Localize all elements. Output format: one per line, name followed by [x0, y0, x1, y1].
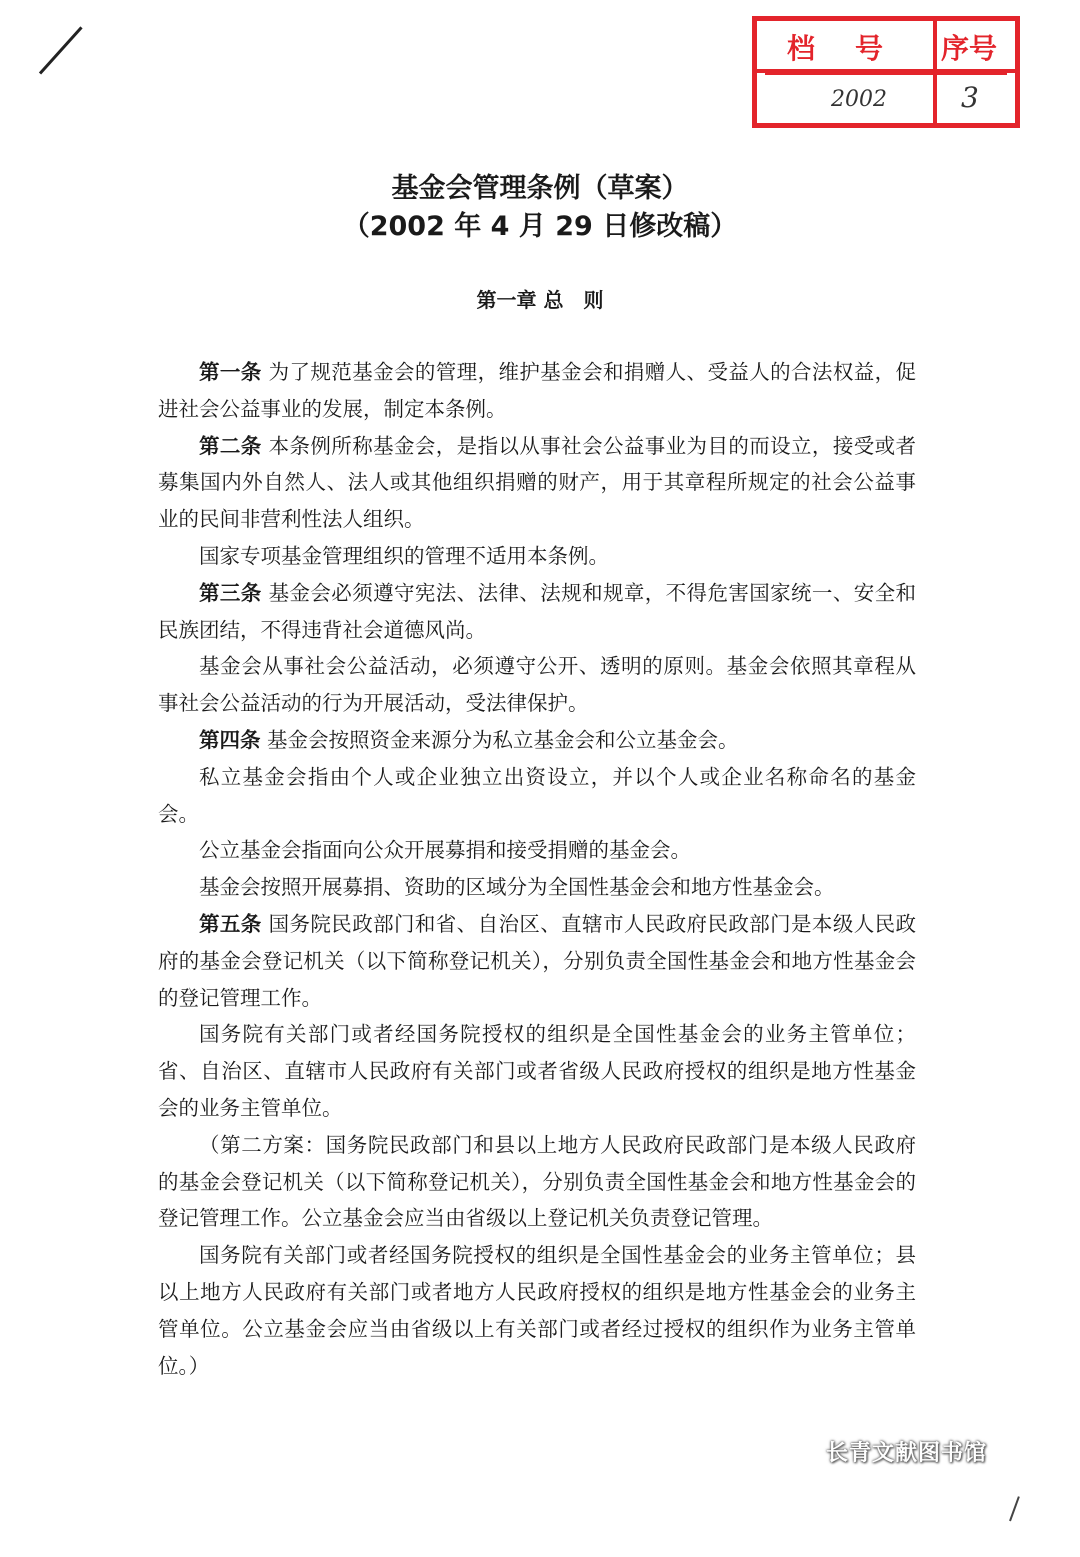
article-number: 第四条 [199, 727, 261, 752]
paragraph-text: 国务院民政部门和省、自治区、直辖市人民政府民政部门是本级人民政府的基金会登记机关（以下简称登记机关），分别负责全国性基金会和地方性基金会的登记管理工作。 [158, 911, 917, 1010]
article-number: 第二条 [199, 433, 262, 458]
paragraph [158, 759, 916, 833]
document-title: 基金会管理条例（草案） [391, 173, 689, 204]
paragraph-text: 为了规范基金会的管理，维护基金会和捐赠人、受益人的合法权益，促进社会公益事业的发展，制定本条例。 [158, 360, 917, 421]
stamp-label-serial-number: 序号 [941, 32, 998, 65]
handwritten-tick-mark [1009, 1496, 1020, 1521]
paragraph [158, 869, 916, 906]
paragraph-text: 基金会按照资金来源分为私立基金会和公立基金会。 [260, 727, 739, 752]
stamp-label-file-number: 档号 [787, 32, 924, 65]
paragraph [158, 1016, 916, 1126]
paragraph [158, 722, 916, 759]
paragraph-text: （第二方案：国务院民政部门和县以上地方人民政府民政部门是本级人民政府的基金会登记机关（以下简称登记机关），分别负责全国性基金会和地方性基金会的登记管理工作。公立基金会应当由省级以上登记机关负责登记管理。 [158, 1132, 916, 1231]
paragraph-text: 国家专项基金管理组织的管理不适用本条例。 [199, 543, 609, 568]
paragraph [158, 428, 916, 538]
document-body [158, 354, 916, 1384]
article-number: 第五条 [199, 911, 262, 936]
paragraph-text: 基金会必须遵守宪法、法律、法规和规章，不得危害国家统一、安全和民族团结，不得违背社会道德风尚。 [158, 580, 917, 642]
paragraph [158, 575, 916, 649]
paragraph [158, 648, 916, 722]
paragraph-text: 国务院有关部门或者经国务院授权的组织是全国性基金会的业务主管单位；省、自治区、直辖市人民政府有关部门或者省级人民政府授权的组织是地方性基金会的业务主管单位。 [158, 1022, 916, 1120]
paragraph-text: 基金会按照开展募捐、资助的区域分为全国性基金会和地方性基金会。 [199, 875, 835, 900]
stamp-file-number-value: 2002 [831, 87, 887, 112]
chapter-heading: 第一章 总 则 [476, 288, 604, 312]
paragraph-text: 本条例所称基金会，是指以从事社会公益事业为目的而设立，接受或者募集国内外自然人、法人或其他组织捐赠的财产，用于其章程所规定的社会公益事业的民间非营利性法人组织。 [158, 433, 917, 532]
paragraph-text: 基金会从事社会公益活动，必须遵守公开、透明的原则。基金会依照其章程从事社会公益活动的行为开展活动，受法律保护。 [158, 654, 916, 716]
watermark-text: 长青文献图书馆 [826, 1441, 988, 1466]
paragraph-text: 私立基金会指由个人或企业独立出资设立，并以个人或企业名称命名的基金会。 [158, 764, 916, 826]
article-number: 第三条 [199, 580, 262, 605]
paragraph [158, 832, 916, 869]
paragraph [158, 1237, 916, 1384]
document-subtitle: （2002 年 4 月 29 日修改稿） [342, 211, 738, 242]
paragraph [158, 906, 916, 1016]
stamp-serial-number-value: 3 [961, 81, 979, 114]
paragraph [158, 1127, 916, 1237]
paragraph [158, 538, 916, 575]
handwritten-slash-mark [39, 26, 83, 74]
article-number: 第一条 [199, 360, 262, 384]
paragraph-text: 公立基金会指面向公众开展募捐和接受捐赠的基金会。 [199, 838, 691, 863]
archive-stamp [752, 16, 1020, 128]
stamp-inner-line [765, 73, 1007, 75]
paragraph-text: 国务院有关部门或者经国务院授权的组织是全国性基金会的业务主管单位；县以上地方人民政府有关部门或者地方人民政府授权的组织是地方性基金会的业务主管单位。公立基金会应当由省级以上有关部门或者经过授权的组织作为业务主管单位。） [158, 1243, 916, 1378]
paragraph [158, 354, 916, 428]
